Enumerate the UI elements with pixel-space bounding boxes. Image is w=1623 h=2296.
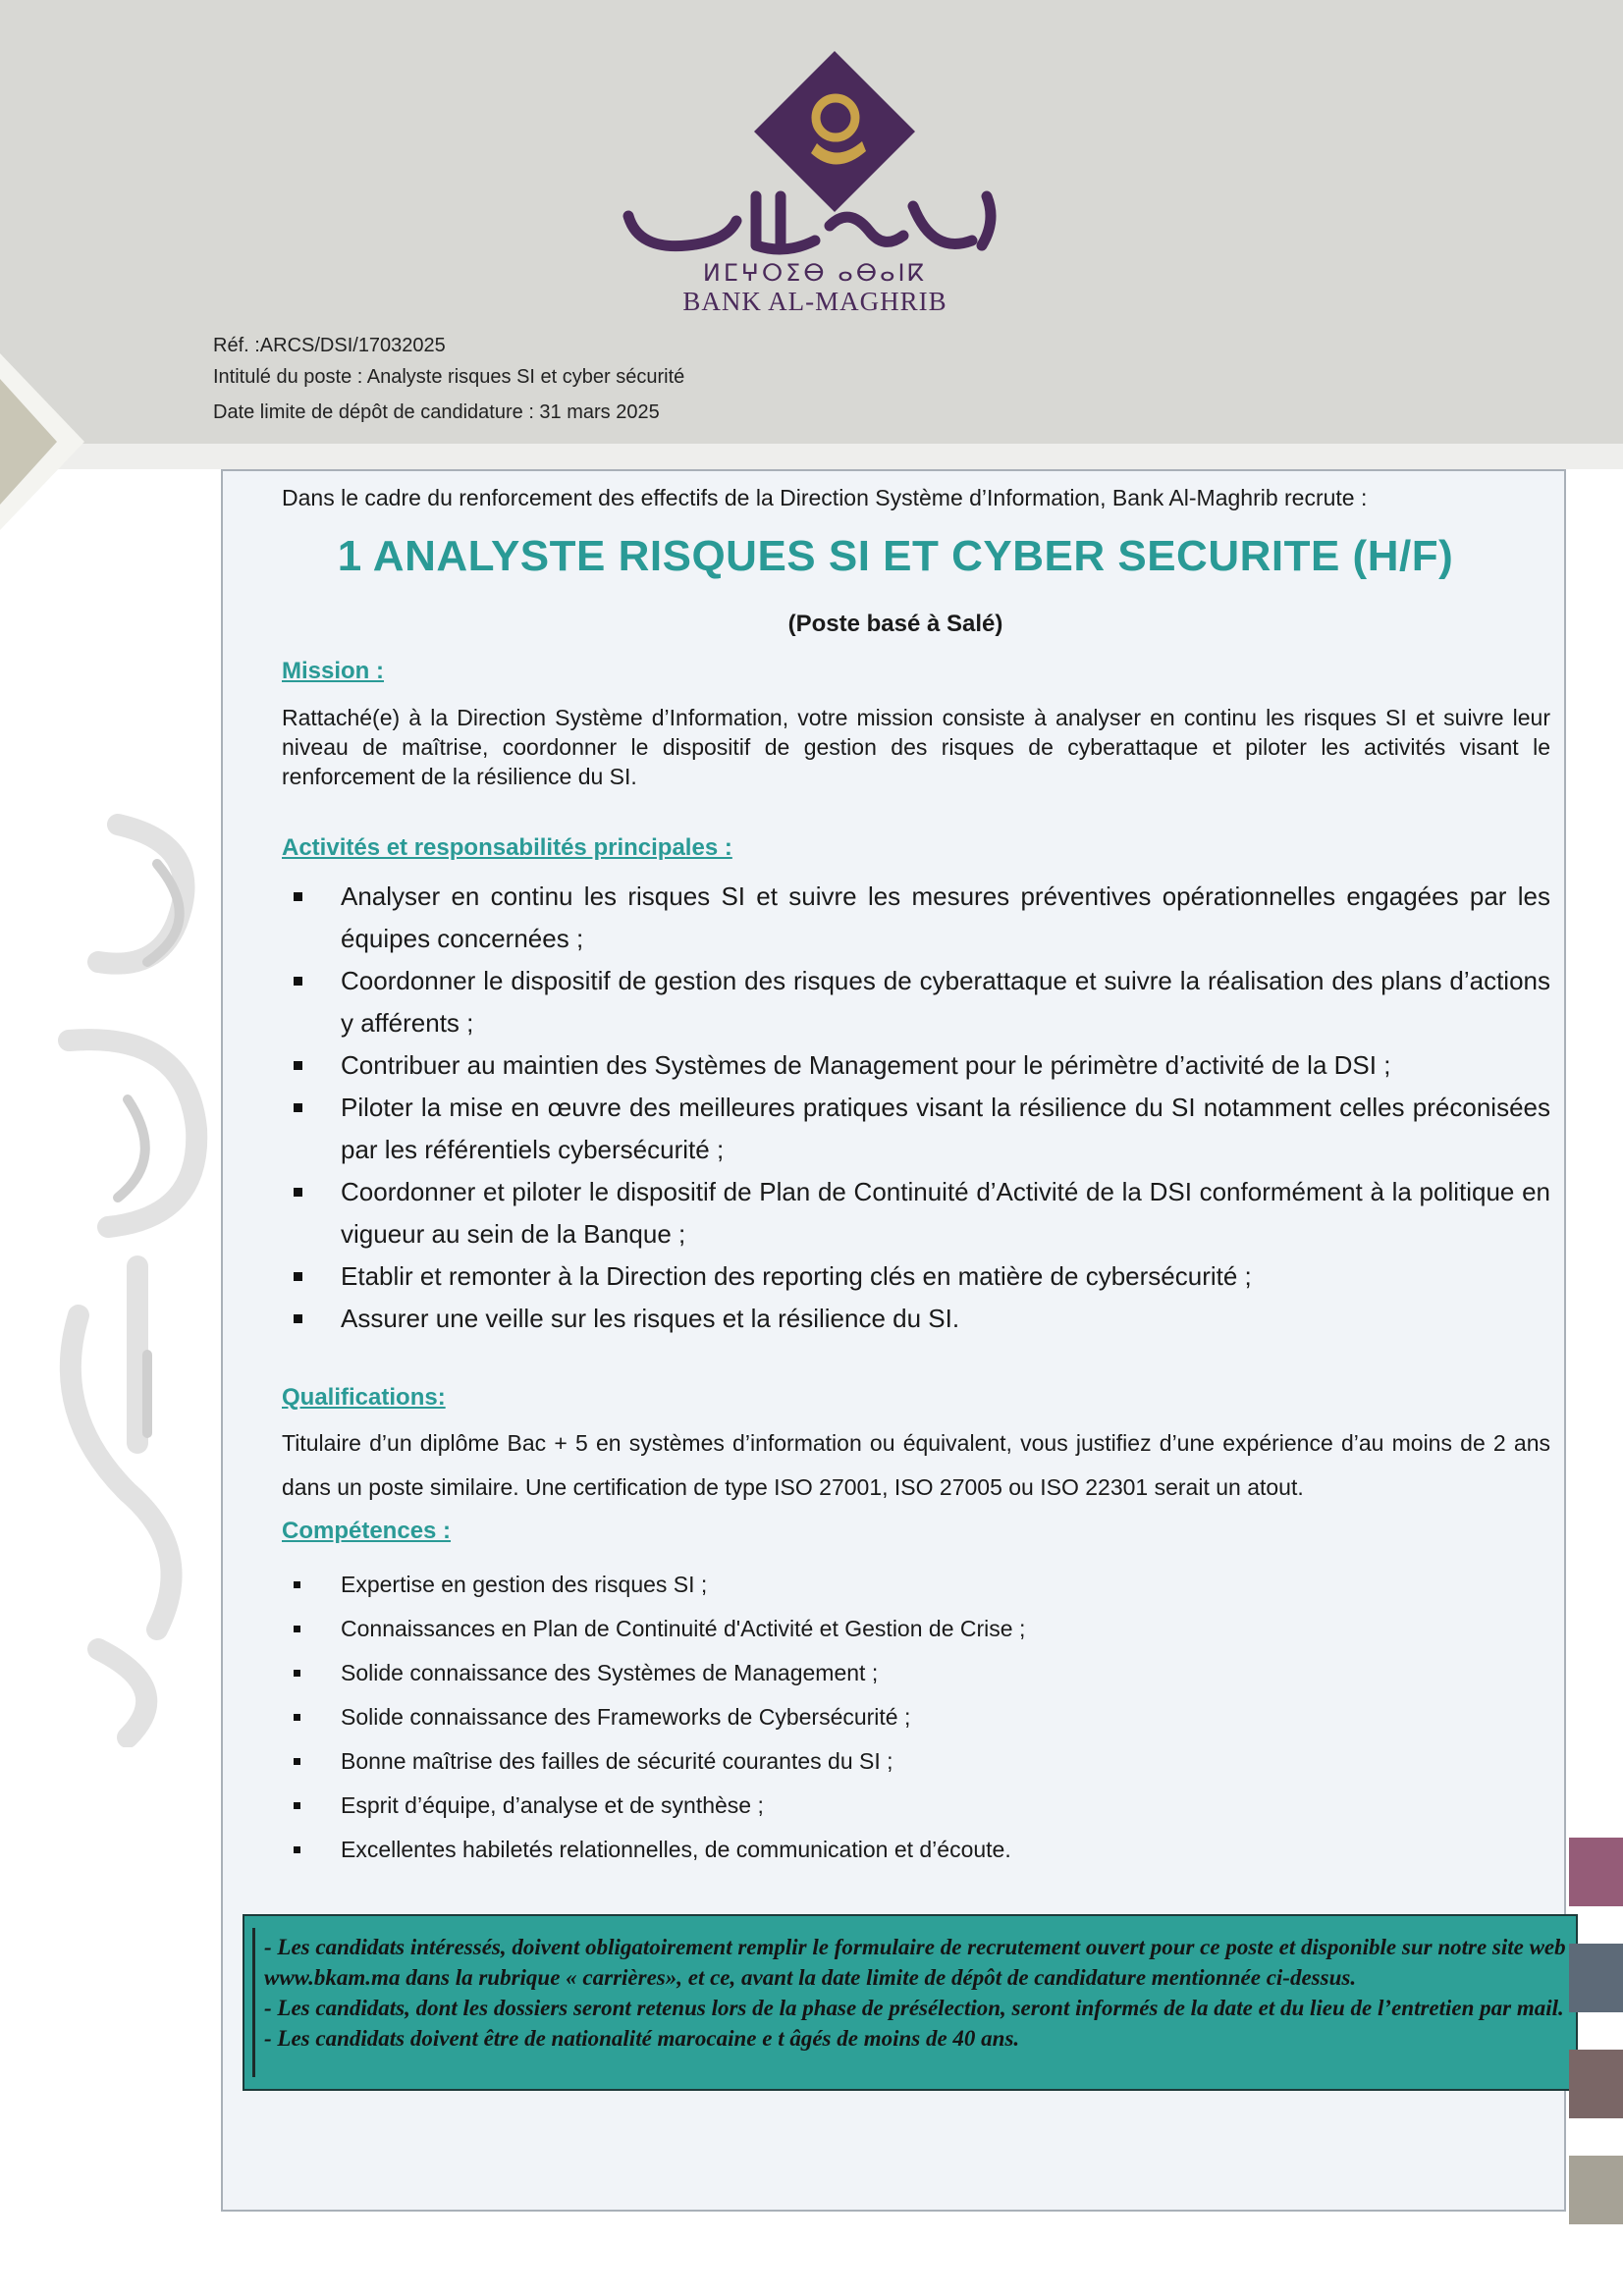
color-swatch bbox=[1569, 1838, 1623, 1906]
notice-bar bbox=[252, 1928, 255, 2077]
job-location: (Poste basé à Salé) bbox=[787, 611, 1003, 637]
color-swatch bbox=[1569, 2050, 1623, 2118]
list-item: Excellentes habiletés relationnelles, de communication et d’écoute. bbox=[282, 1828, 1550, 1872]
deadline-line: Date limite de dépôt de candidature : 31 mars 2025 bbox=[213, 401, 660, 423]
calligraphy-watermark bbox=[10, 805, 226, 1747]
header-strip bbox=[0, 444, 1623, 469]
page-title: 1 ANALYSTE RISQUES SI ET CYBER SECURITE (H/F) bbox=[337, 532, 1454, 580]
list-item: Bonne maîtrise des failles de sécurité courantes du SI ; bbox=[282, 1739, 1550, 1784]
activities-heading: Activités et responsabilités principales : bbox=[282, 834, 732, 861]
notice-line-2: - Les candidats, dont les dossiers seront retenus lors de la phase de présélection, seront informés de la date et du lieu de l’entretien par mail. - Les candidats doivent être de nationalité marocaine e t âgés de moins de 40 ans. bbox=[264, 1996, 1564, 2051]
notice-line-1: - Les candidats intéressés, doivent obligatoirement remplir le formulaire de recrutement ouvert pour ce poste et disponible sur notre site web www.bkam.ma dans la rubrique « carrières», et ce, avant la date limite de dépôt de candidature mentionnée ci-dessus. bbox=[264, 1935, 1566, 1990]
list-item: Etablir et remonter à la Direction des reporting clés en matière de cybersécurité ; bbox=[282, 1255, 1550, 1298]
list-item: Assurer une veille sur les risques et la résilience du SI. bbox=[282, 1298, 1550, 1340]
bank-al-maghrib-logo bbox=[609, 49, 1021, 324]
job-title-line: Intitulé du poste : Analyste risques SI et cyber sécurité bbox=[213, 366, 685, 388]
intro-text: Dans le cadre du renforcement des effectifs de la Direction Système d’Information, Bank Al-Maghrib recrute : bbox=[282, 485, 1368, 510]
color-swatch bbox=[1569, 2156, 1623, 2224]
list-item: Connaissances en Plan de Continuité d'Activité et Gestion de Crise ; bbox=[282, 1607, 1550, 1651]
notice-text bbox=[264, 1932, 1570, 2054]
list-item: Contribuer au maintien des Systèmes de Management pour le périmètre d’activité de la DSI ; bbox=[282, 1044, 1550, 1087]
list-item: Coordonner et piloter le dispositif de Plan de Continuité d’Activité de la DSI conformément à la politique en vigueur au sein de la Banque ; bbox=[282, 1171, 1550, 1255]
logo-emblem bbox=[609, 49, 1021, 285]
list-item: Analyser en continu les risques SI et suivre les mesures préventives opérationnelles engagées par les équipes concernées ; bbox=[282, 876, 1550, 960]
svg-text:ⵍⵎⵖⵔⵉⴱ ⴰⴱⴰⵏⴽ: ⵍⵎⵖⵔⵉⴱ ⴰⴱⴰⵏⴽ bbox=[702, 259, 928, 285]
qualifications-text: Titulaire d’un diplôme Bac + 5 en systèmes d’information ou équivalent, vous justifiez d’une expérience d’au moins de 2 ans dans un poste similaire. Une certification de type ISO 27001, ISO 27005 ou ISO 22301 serait un atout. bbox=[282, 1430, 1550, 1500]
competences-list bbox=[282, 1563, 1550, 1872]
application-notice bbox=[243, 1914, 1578, 2091]
list-item: Expertise en gestion des risques SI ; bbox=[282, 1563, 1550, 1607]
qualifications-heading: Qualifications: bbox=[282, 1384, 446, 1411]
color-swatch bbox=[1569, 1944, 1623, 2012]
list-item: Solide connaissance des Systèmes de Management ; bbox=[282, 1651, 1550, 1695]
list-item: Esprit d’équipe, d’analyse et de synthèse ; bbox=[282, 1784, 1550, 1828]
mission-text: Rattaché(e) à la Direction Système d’Information, votre mission consiste à analyser en continu les risques SI et suivre leur niveau de maîtrise, coordonner le dispositif de gestion des risques de cyberattaque et piloter les activités visant le renforcement de la résilience du SI. bbox=[282, 705, 1550, 789]
decorative-chevron bbox=[0, 353, 88, 530]
competences-heading: Compétences : bbox=[282, 1518, 452, 1544]
reference-number: Réf. :ARCS/DSI/17032025 bbox=[213, 335, 446, 356]
activities-list bbox=[282, 876, 1550, 1340]
list-item: Coordonner le dispositif de gestion des risques de cyberattaque et suivre la réalisation des plans d’actions y afférents ; bbox=[282, 960, 1550, 1044]
list-item: Solide connaissance des Frameworks de Cybersécurité ; bbox=[282, 1695, 1550, 1739]
logo-latin-text: BANK AL-MAGHRIB bbox=[682, 287, 947, 316]
mission-heading: Mission : bbox=[282, 658, 385, 684]
list-item: Piloter la mise en œuvre des meilleures pratiques visant la résilience du SI notamment celles préconisées par les référentiels cybersécurité ; bbox=[282, 1087, 1550, 1171]
